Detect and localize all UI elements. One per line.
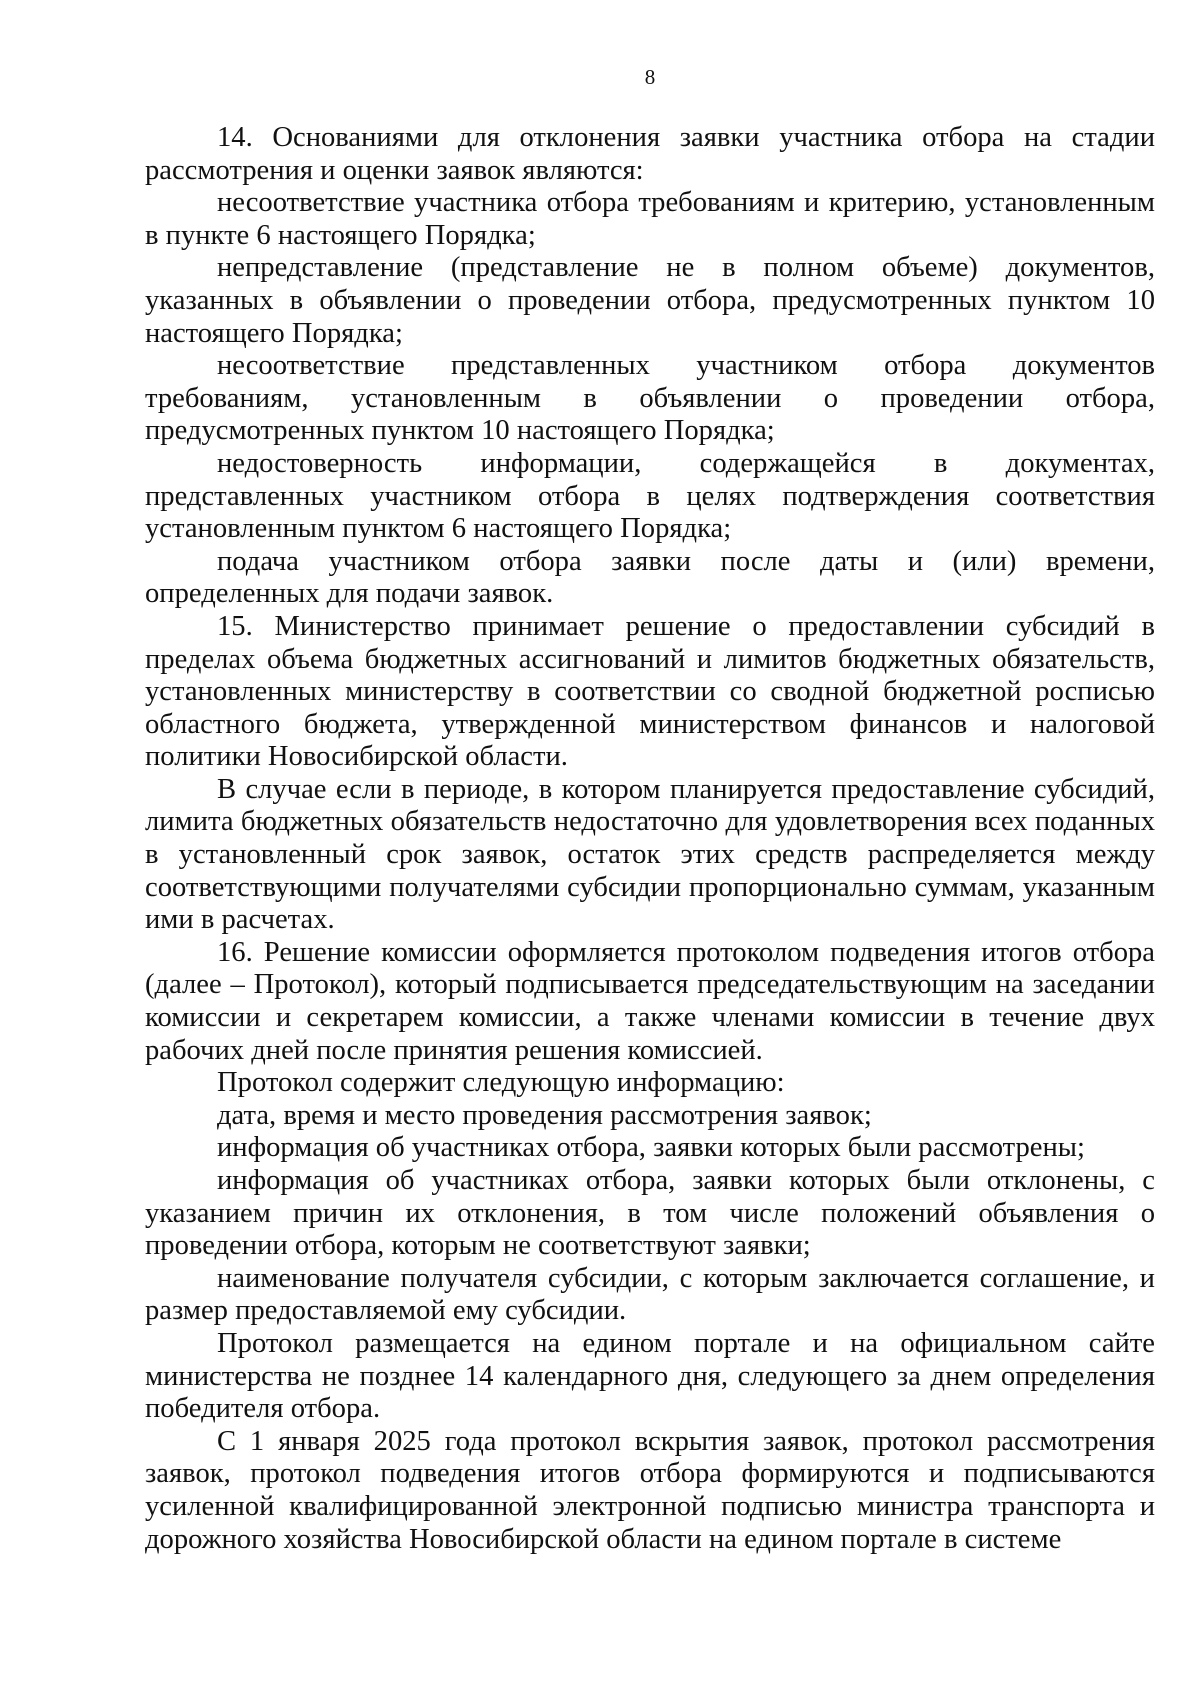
paragraph-protocol-contents: Протокол содержит следующую информацию: [217,1067,785,1099]
paragraph-clause-14: 14. Основаниями для отклонения заявки участника отбора на стадии рассмотрения и оценки заявок являются: [145,122,1155,186]
paragraph-protocol-publication: Протокол размещается на едином портале и на официальном сайте министерства не позднее 14 календарного дня, следующего за днем определения победителя отбора. [145,1327,1155,1425]
paragraph-clause-15: 15. Министерство принимает решение о предоставлении субсидий в пределах объема бюджетных ассигнований и лимитов бюджетных обязательств, установленных министерству в соответствии со сводной бюджетной росписью областного бюджета, утвержденной министерством финансов и налоговой политики Новосибирской области. [145,610,1155,773]
paragraph-2025-signing: С 1 января 2025 года протокол вскрытия заявок, протокол рассмотрения заявок, протокол подведения итогов отбора формируются и подписываются усиленной квалифицированной электронной подписью министра транспорта и дорожного хозяйства Новосибирской области на едином портале в системе [145,1425,1155,1555]
document-body [145,122,1155,1556]
page-number: 8 [644,65,656,89]
paragraph-reason-nonconformity: несоответствие участника отбора требованиям и критерию, установленным в пункте 6 настоящего Порядка; [145,187,1155,251]
paragraph-reason-late-submission: подача участником отбора заявки после даты и (или) времени, определенных для подачи заявок. [145,545,1155,610]
paragraph-protocol-recipient: наименование получателя субсидии, с которым заключается соглашение, и размер предоставляемой ему субсидии. [145,1262,1155,1327]
paragraph-clause-16: 16. Решение комиссии оформляется протоколом подведения итогов отбора (далее – Протокол), который подписывается председательствующим на заседании комиссии и секретарем комиссии, а также членами комиссии в течение двух рабочих дней после принятия решения комиссией. [145,936,1155,1066]
paragraph-reason-nonsubmission: непредставление (представление не в полном объеме) документов, указанных в объявлении о проведении отбора, предусмотренных пунктом 10 настоящего Порядка; [145,252,1155,349]
paragraph-protocol-reviewed: информация об участниках отбора, заявки которых были рассмотрены; [217,1132,1085,1164]
paragraph-reason-document-mismatch: несоответствие представленных участником отбора документов требованиям, установленным в объявлении о проведении отбора, предусмотренных пунктом 10 настоящего Порядка; [145,350,1155,447]
paragraph-protocol-rejected: информация об участниках отбора, заявки которых были отклонены, с указанием причин их отклонения, в том числе положений объявления о проведении отбора, которым не соответствуют заявки; [145,1165,1155,1262]
paragraph-reason-unreliable-info: недостоверность информации, содержащейся в документах, представленных участником отбора в целях подтверждения соответствия установленным пунктом 6 настоящего Порядка; [145,447,1155,545]
paragraph-protocol-date: дата, время и место проведения рассмотрения заявок; [217,1099,872,1131]
paragraph-insufficient-limits: В случае если в периоде, в котором планируется предоставление субсидий, лимита бюджетных обязательств недостаточно для удовлетворения всех поданных в установленный срок заявок, остаток этих средств распределяется между соответствующими получателями субсидии пропорционально суммам, указанным ими в расчетах. [145,773,1155,936]
document-page [145,62,1155,1556]
